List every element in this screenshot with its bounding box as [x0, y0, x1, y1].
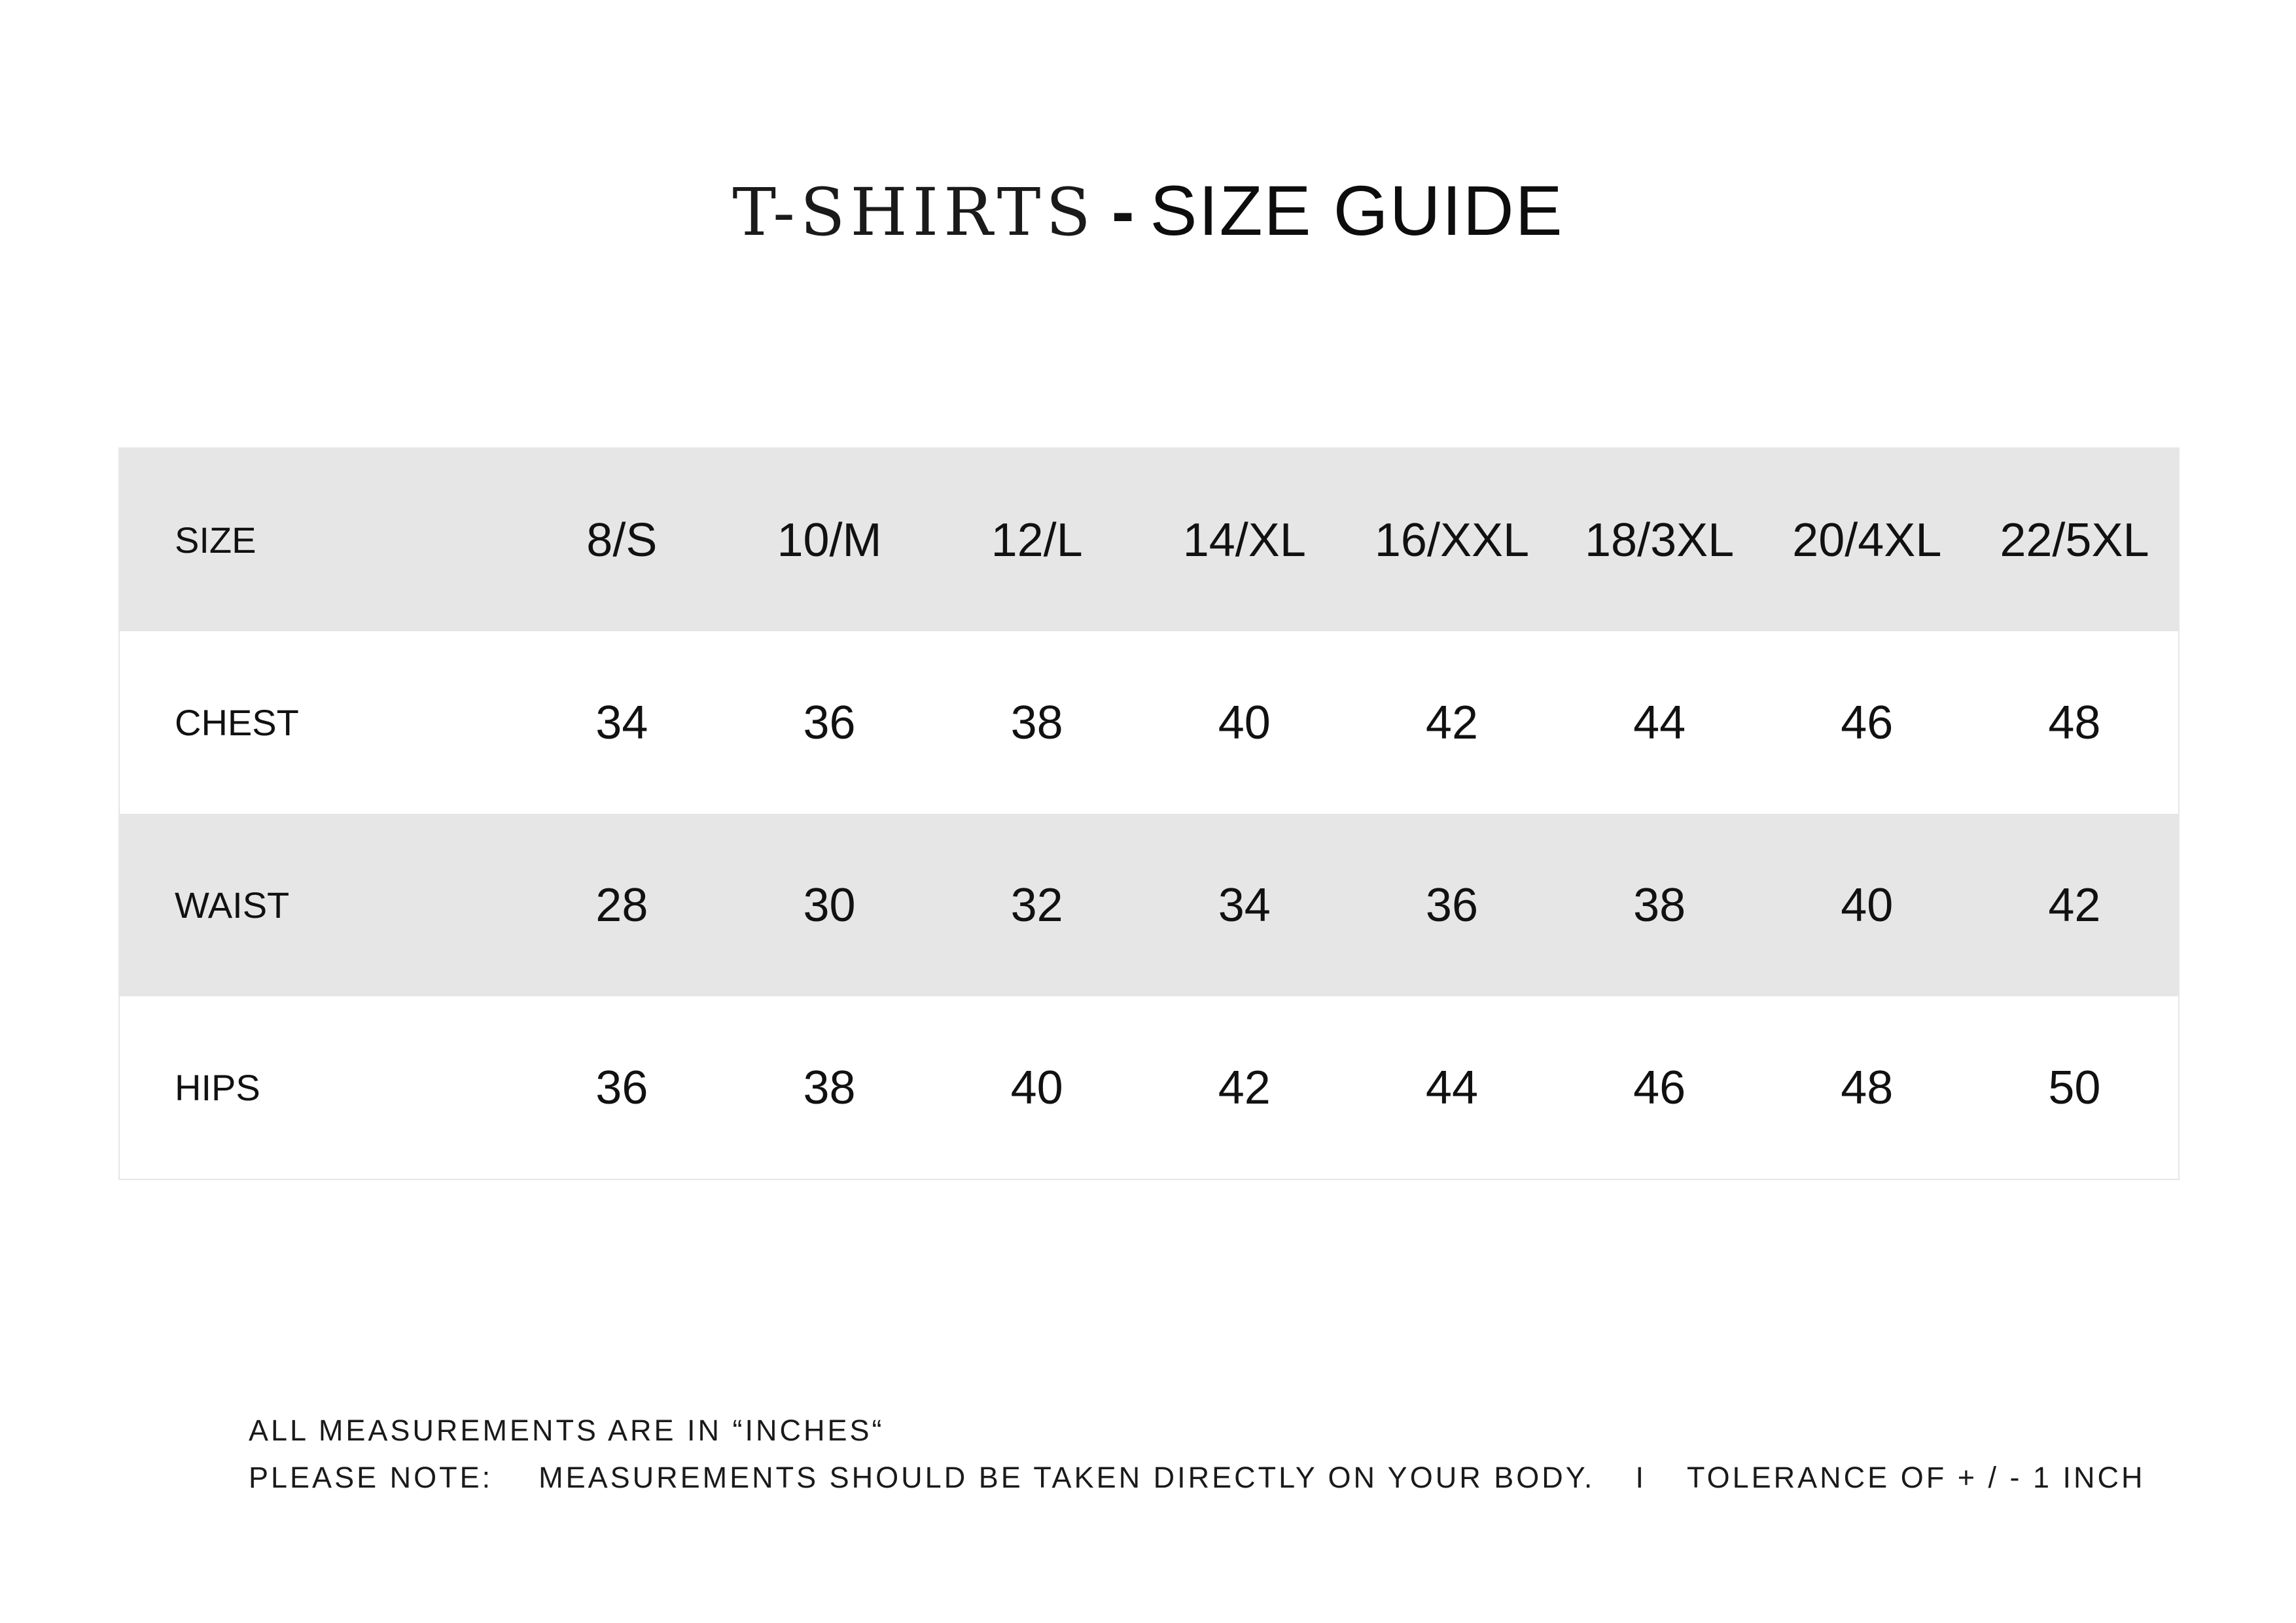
row-label-size: SIZE: [175, 519, 256, 561]
note-divider: I: [1635, 1461, 1646, 1494]
measurement-cell: 40: [1010, 1061, 1063, 1114]
measurement-cell: 36: [803, 696, 856, 749]
units-note: ALL MEASUREMENTS ARE IN “INCHES“: [249, 1414, 885, 1447]
measurement-cell: 46: [1633, 1061, 1686, 1114]
page-title: [0, 171, 2296, 251]
measurement-cell: 34: [595, 696, 648, 749]
note-tolerance: TOLERANCE OF + / - 1 INCH: [1686, 1461, 2146, 1494]
measurement-cell: 42: [2048, 879, 2101, 932]
size-cell: 12/L: [991, 514, 1083, 567]
row-label-waist: WAIST: [175, 884, 290, 926]
size-cell: 10/M: [777, 514, 882, 567]
title-separator: -: [1111, 174, 1135, 250]
note-prefix: PLEASE NOTE:: [249, 1461, 493, 1494]
measurement-cell: 42: [1425, 696, 1478, 749]
size-cell: 14/XL: [1182, 514, 1306, 567]
measurement-cell: 36: [1425, 879, 1478, 932]
measurement-cell: 42: [1218, 1061, 1271, 1114]
table-header-row: [120, 449, 2178, 631]
size-cell: 8/S: [586, 514, 658, 567]
footnotes: [249, 1416, 2146, 1510]
table-row-chest: [120, 631, 2178, 814]
measurement-cell: 44: [1633, 696, 1686, 749]
size-table: [118, 447, 2180, 1180]
table-row-waist: [120, 814, 2178, 996]
measurement-cell: 28: [595, 879, 648, 932]
measurement-cell: 46: [1841, 696, 1894, 749]
row-label-chest: CHEST: [175, 702, 299, 743]
title-heading: SIZE GUIDE: [1150, 171, 1564, 250]
title-category: T-SHIRTS: [732, 174, 1096, 251]
measurement-cell: 48: [2048, 696, 2101, 749]
measurement-cell: 40: [1841, 879, 1894, 932]
size-cell: 16/XXL: [1374, 514, 1530, 567]
measurement-cell: 44: [1425, 1061, 1478, 1114]
measurement-cell: 30: [803, 879, 856, 932]
size-cell: 22/5XL: [2000, 514, 2149, 567]
measurement-cell: 40: [1218, 696, 1271, 749]
measurement-note: [249, 1463, 2146, 1510]
measurement-cell: 32: [1010, 879, 1063, 932]
measurement-cell: 34: [1218, 879, 1271, 932]
measurement-cell: 38: [803, 1061, 856, 1114]
measurement-cell: 48: [1841, 1061, 1894, 1114]
row-label-hips: HIPS: [175, 1067, 260, 1108]
measurement-cell: 36: [595, 1061, 648, 1114]
size-cell: 20/4XL: [1792, 514, 1942, 567]
note-instruction: MEASUREMENTS SHOULD BE TAKEN DIRECTLY ON YOUR BODY.: [539, 1461, 1595, 1494]
size-cell: 18/3XL: [1585, 514, 1735, 567]
measurement-cell: 38: [1633, 879, 1686, 932]
measurement-cell: 38: [1010, 696, 1063, 749]
measurement-cell: 50: [2048, 1061, 2101, 1114]
table-row-hips: [120, 996, 2178, 1179]
